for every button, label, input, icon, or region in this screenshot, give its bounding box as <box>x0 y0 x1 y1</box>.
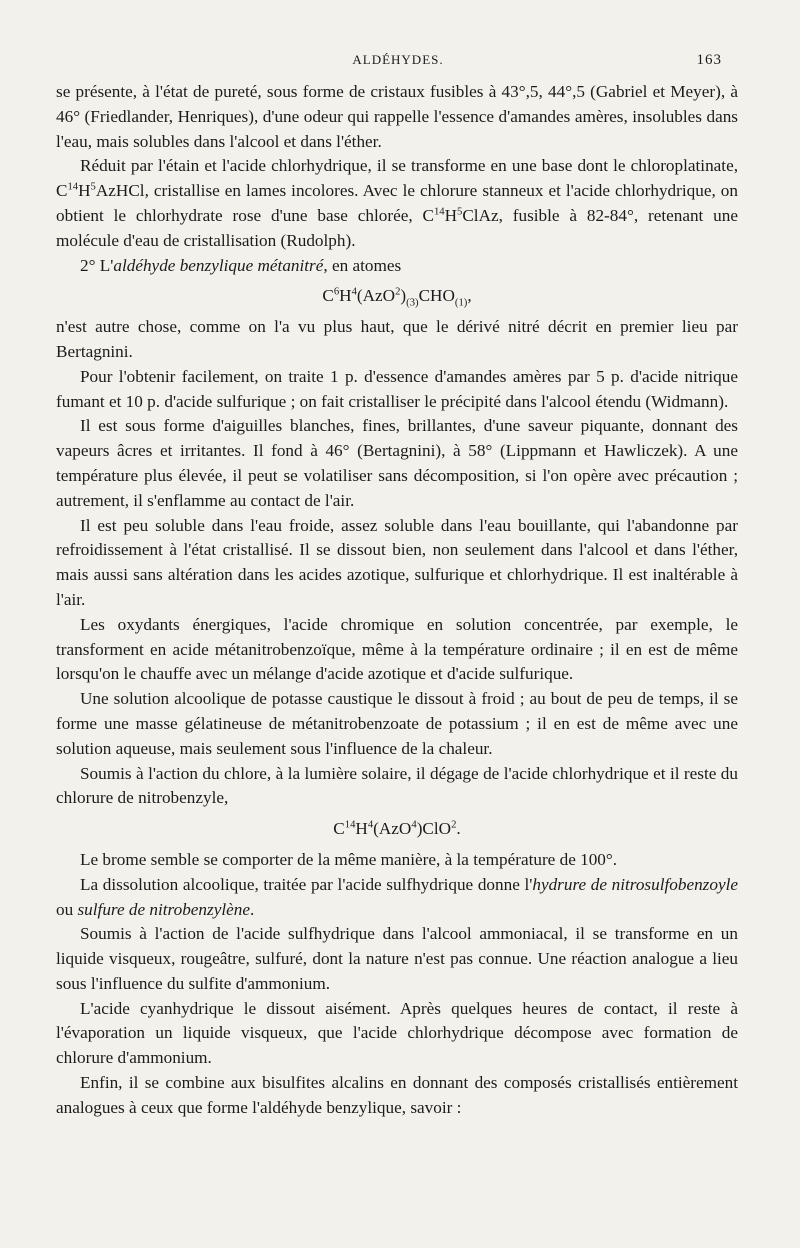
paragraph-11: Le brome semble se comporter de la même manière, à la température de 100°. <box>80 849 618 869</box>
formula-2: $C^{14}H^4(AzO^4)ClO^2$. <box>333 819 461 839</box>
running-title: ALDÉHYDES. <box>352 52 444 67</box>
page-header <box>78 52 722 74</box>
paragraph-9: Une solution alcoolique de potasse caustique le dissout à froid ; au bout de peu de temps, il se forme une masse gélatineuse de métanitrobenzoate de potassium ; il en est de même avec une solution aqueuse, mais seulement sous l'influence de la chaleur. <box>56 689 738 758</box>
paragraph-1: se présente, à l'état de pureté, sous forme de cristaux fusibles à 43°,5, 44°,5 (Gabriel et Meyer), à 46° (Friedlander, Henriques), d'une odeur qui rappelle l'essence d'amandes amères, insolubles dans l'eau, mais solubles dans l'alcool et dans l'éther. <box>56 82 738 151</box>
paragraph-8: Les oxydants énergiques, l'acide chromique en solution concentrée, par exemple, le transforment en acide métanitrobenzoïque, même à la température ordinaire ; il en est de même lorsqu'on le chauffe avec un mélange d'acide azotique et d'acide sulfurique. <box>56 614 738 684</box>
page-number: 163 <box>696 52 722 68</box>
paragraph-15: Enfin, il se combine aux bisulfites alcalins en donnant des composés cristallisés entièrement analogues à ceux que forme l'aldéhyde benzylique, savoir : <box>56 1073 738 1117</box>
paragraph-2: Réduit par l'étain et l'acide chlorhydrique, il se transforme en une base dont le chloroplatinate, $C^{14}H^5AzHCl$, cristallise en lames incolores. Avec le chlorure stanneux et l'acide chlorhydrique, on obtient le chlorhydrate rose d'une base chlorée, $C^{14}H^5ClAz$, fusible à 82-84°, retenant une molécule d'eau de cristallisation (Rudolph). <box>56 156 738 250</box>
paragraph-6: Il est sous forme d'aiguilles blanches, fines, brillantes, d'une saveur piquante, donnant des vapeurs âcres et irritantes. Il fond à 46° (Bertagnini), à 58° (Lippmann et Hawliczek). A une température plus élevée, il peut se volatiliser sans décomposition, si l'on opère avec précaution ; autrement, il s'enflamme au contact de l'air. <box>56 416 738 510</box>
paragraph-3: 2° L'aldéhyde benzylique métanitré, en atomes <box>80 255 402 275</box>
paragraph-14: L'acide cyanhydrique le dissout aisément. Après quelques heures de contact, il reste à l'évaporation un liquide visqueux, que l'acide chlorhydrique décompose avec formation de chlorure d'ammonium. <box>56 998 738 1068</box>
paragraph-12: La dissolution alcoolique, traitée par l'acide sulfhydrique donne l'hydrure de nitrosulfobenzoyle ou sulfure de nitrobenzylène. <box>56 874 738 919</box>
formula-1: $C^6H^4(AzO^2)_{(3)}CHO_{(1)}$, <box>322 286 472 309</box>
page-body <box>56 80 738 1121</box>
paragraph-7: Il est peu soluble dans l'eau froide, assez soluble dans l'eau bouillante, qui l'abandonne par refroidissement à l'état cristallisé. Il se dissout bien, non seulement dans l'alcool et dans l'éther, mais aussi sans altération dans les acides azotique, sulfurique et chlorhydrique. Il est inaltérable à l'air. <box>56 515 738 609</box>
paragraph-13: Soumis à l'action de l'acide sulfhydrique dans l'alcool ammoniacal, il se transforme en un liquide visqueux, rougeâtre, sulfuré, dont la nature n'est pas connue. Une réaction analogue a lieu sous l'influence du sulfite d'ammonium. <box>56 924 738 993</box>
paragraph-10: Soumis à l'action du chlore, à la lumière solaire, il dégage de l'acide chlorhydrique et il reste du chlorure de nitrobenzyle, <box>56 763 738 808</box>
paragraph-4: n'est autre chose, comme on l'a vu plus haut, que le dérivé nitré décrit en premier lieu par Bertagnini. <box>56 317 738 361</box>
paragraph-5: Pour l'obtenir facilement, on traite 1 p. d'essence d'amandes amères par 5 p. d'acide nitrique fumant et 10 p. d'acide sulfurique ; on fait cristalliser le précipité dans l'alcool étendu (Widmann). <box>56 366 738 411</box>
